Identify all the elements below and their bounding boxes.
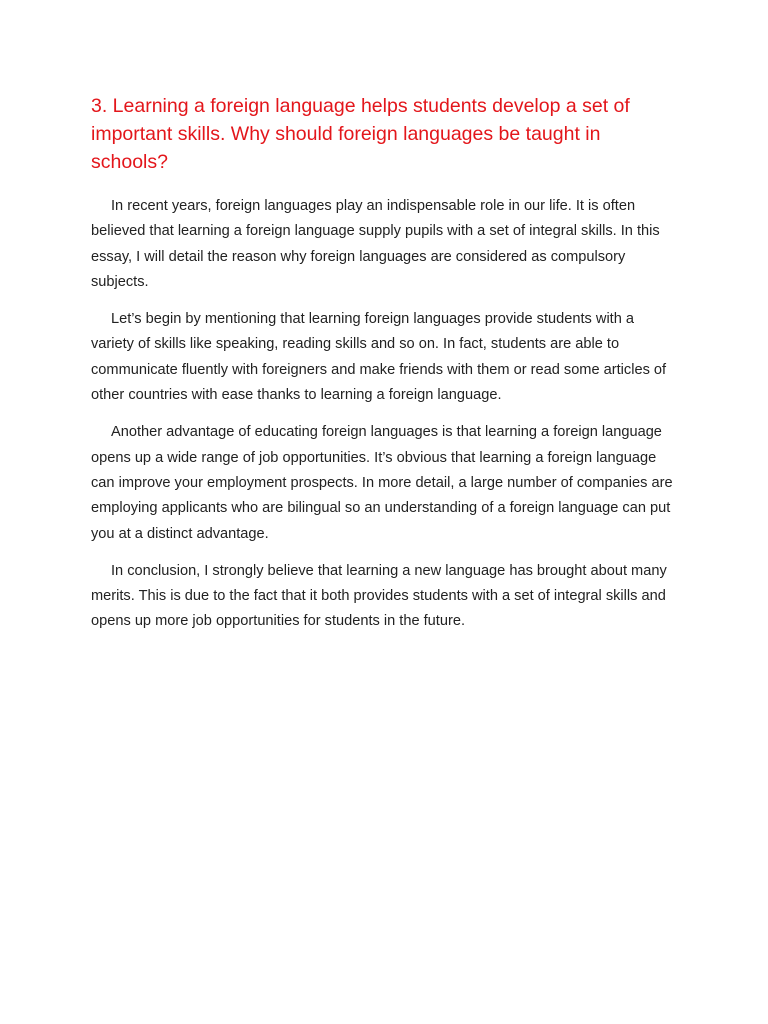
essay-question-heading: 3. Learning a foreign language helps students develop a set of important skills. Why should foreign languages be taught in schools? <box>91 95 630 173</box>
essay-paragraph-job-opportunities: Another advantage of educating foreign languages is that learning a foreign language opens up a wide range of job opportunities. It’s obvious that learning a foreign language can improve your employment prospects. In more detail, a large number of companies are employing applicants who are bilingual so an understanding of a foreign language can put you at a distinct advantage. <box>91 424 673 542</box>
essay-paragraph-introduction: In recent years, foreign languages play an indispensable role in our life. It is often believed that learning a foreign language supply pupils with a set of integral skills. In this essay, I will detail the reason why foreign languages are considered as compulsory subjects. <box>91 198 660 290</box>
essay-content <box>91 92 681 647</box>
essay-paragraph-skills: Let’s begin by mentioning that learning foreign languages provide students with a variety of skills like speaking, reading skills and so on. In fact, students are able to communicate fluently with foreigners and make friends with them or read some articles of other countries with ease thanks to learning a foreign language. <box>91 311 667 404</box>
essay-paragraph-conclusion: In conclusion, I strongly believe that learning a new language has brought about many merits. This is due to the fact that it both provides students with a set of integral skills and opens up more job opportunities for students in the future. <box>91 562 667 630</box>
